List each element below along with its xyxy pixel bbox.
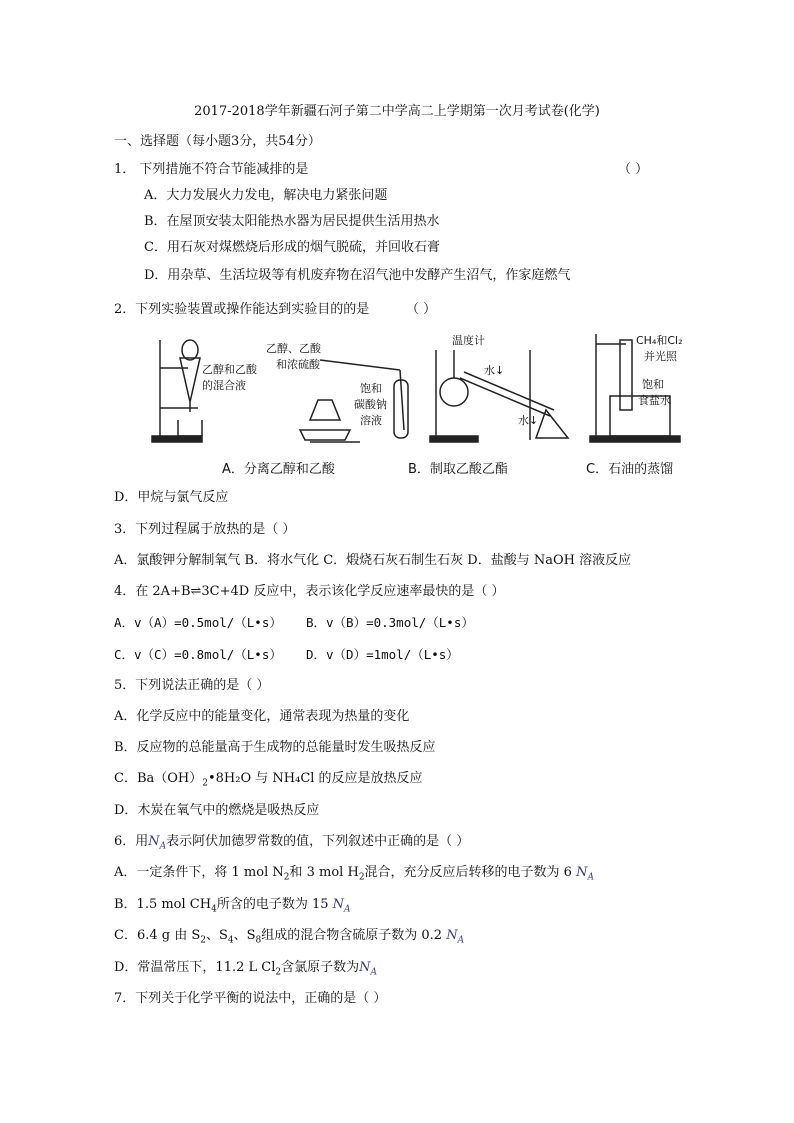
avogadro-sub: A	[370, 967, 377, 978]
q4-option-b: B．v（B）=0.3mol/（L•s）	[306, 615, 474, 630]
avogadro-symbol: N	[332, 897, 345, 912]
q6-d-pre: D．常温常压下，11.2 L Cl	[114, 960, 276, 975]
avogadro-symbol: N	[576, 865, 588, 880]
q1-bracket: （ ）	[618, 162, 649, 177]
q5-c-sub: 2	[202, 778, 208, 789]
q6-a-mid: 和 3 mol H	[289, 865, 359, 880]
q5-option-a: A．化学反应中的能量变化，通常表现为热量的变化	[114, 709, 410, 724]
avogadro-sub: A	[344, 904, 351, 915]
q6-option-b: B．1.5 mol $CH_4$所含的电子数为 15 $N_A$	[114, 897, 351, 915]
q2-stem: 2．下列实验装置或操作能达到实验目的的是	[114, 302, 370, 317]
caption-b: B．制取乙酸乙酯	[408, 462, 508, 477]
label-c1: 温度计	[452, 334, 485, 347]
q6-option-d: D．常温常压下，11.2 L $Cl_2$含氯原子数为$N_A$	[114, 960, 377, 978]
q7-stem: 7．下列关于化学平衡的说法中，正确的是（ ）	[114, 991, 387, 1006]
q6-a-post: 混合，充分反应后转移的电子数为 6	[364, 865, 572, 880]
methane-chlorine-apparatus	[590, 334, 683, 442]
q4-option-c: C．v（C）=0.8mol/（L•s）	[114, 647, 282, 662]
label-d2: 并光照	[644, 350, 677, 363]
ester-prep-apparatus	[266, 341, 408, 442]
caption-a: A．分离乙醇和乙酸	[222, 462, 335, 477]
q6-c-mid2: 、S	[233, 928, 256, 943]
distillation-apparatus	[430, 333, 568, 442]
q1-option-a: A．大力发展火力发电，解决电力紧张问题	[144, 188, 388, 203]
q6-option-a: A．一定条件下，将 1 mol $N_2$和 3 mol $H_2$混合，充分反应后转移的电子数为 6 $N_A$	[114, 865, 594, 883]
q6-a-pre: A．一定条件下，将 1 mol N	[114, 865, 284, 880]
q6-c-post: 组成的混合物含硫原子数为 0.2	[261, 928, 443, 943]
label-a1: 乙醇和乙酸	[202, 363, 257, 376]
label-b1: 乙醇、乙酸	[266, 342, 321, 355]
q6-d-post: 含氯原子数为	[281, 960, 360, 975]
q3-options: A．氯酸钾分解制氧气 B．将水气化 C．煅烧石灰石制生石灰 D．盐酸与 NaOH 溶液反应	[114, 553, 632, 568]
q6-stem-post: 表示阿伏加德罗常数的值，下列叙述中正确的是（ ）	[166, 834, 470, 849]
q5-c-post: •8H₂O 与 NH₄Cl 的反应是放热反应	[207, 771, 423, 786]
q5-option-d: D．木炭在氧气中的燃烧是吸热反应	[114, 803, 320, 818]
label-c3: 水↓	[518, 414, 539, 427]
avogadro-sub: A	[457, 935, 465, 946]
label-a2: 的混合液	[202, 379, 246, 392]
q2-option-d: D．甲烷与氯气反应	[114, 490, 229, 505]
label-b5: 溶液	[360, 414, 382, 427]
label-b3: 饱和	[360, 382, 382, 395]
q2-bracket: （ ）	[406, 302, 437, 317]
q5-option-c	[114, 771, 423, 787]
section-heading: 一、选择题（每小题3分，共54分）	[114, 134, 321, 149]
q1-option-b: B．在屋顶安装太阳能热水器为居民提供生活用热水	[144, 214, 440, 229]
label-b2: 和浓硫酸	[276, 358, 320, 371]
q4-option-d: D．v（D）=1mol/（L•s）	[306, 647, 459, 662]
q1-option-d: D．用杂草、生活垃圾等有机废弃物在沼气池中发酵产生沼气，作家庭燃气	[144, 268, 571, 283]
page-title: 2017-2018学年新疆石河子第二中学高二上学期第一次月考试卷(化学)	[194, 104, 600, 119]
q6-option-c: C．6.4 g 由 $S_2$、$S_4$、$S_8$组成的混合物含硫原子数为 0.2 $N_A$	[114, 928, 465, 946]
apparatus-figure	[150, 330, 690, 448]
label-d1: CH₄和Cl₂	[636, 334, 683, 347]
label-b4: 碳酸钠	[354, 398, 387, 411]
q6-b-pre: B．1.5 mol CH	[114, 897, 212, 912]
avogadro-symbol: N	[446, 928, 458, 943]
q6-b-post: 所含的电子数为 15	[216, 897, 329, 912]
q5-option-b: B．反应物的总能量高于生成物的总能量时发生吸热反应	[114, 740, 436, 755]
q3-stem: 3．下列过程属于放热的是（ ）	[114, 522, 296, 537]
q4-option-a: A．v（A）=0.5mol/（L•s）	[114, 615, 282, 630]
q6-c-mid: 、S	[205, 928, 228, 943]
q6-c-pre: C．6.4 g 由 S	[114, 928, 201, 943]
avogadro-symbol: N	[148, 834, 160, 849]
avogadro-sub: A	[159, 841, 167, 852]
separatory-funnel-apparatus	[152, 340, 258, 442]
caption-c: C．石油的蒸馏	[586, 462, 674, 477]
q5-stem: 5．下列说法正确的是（ ）	[114, 678, 270, 693]
label-d4: 食盐水	[638, 394, 671, 407]
label-c2: 水↓	[484, 364, 505, 377]
avogadro-sub: A	[587, 872, 594, 883]
q4-stem: 4．在 2A+B⇌3C+4D 反应中，表示该化学反应速率最快的是（ ）	[114, 584, 505, 599]
q6-stem-pre: 6．用	[114, 834, 149, 849]
avogadro-symbol: N	[359, 960, 371, 975]
q1-stem: 1． 下列措施不符合节能减排的是	[114, 162, 309, 177]
q1-option-c: C．用石灰对煤燃烧后形成的烟气脱硫，并回收石膏	[144, 240, 440, 255]
q5-c-pre: C．Ba（OH）	[114, 771, 203, 786]
q6-stem	[114, 834, 469, 850]
label-d3: 饱和	[642, 378, 664, 391]
